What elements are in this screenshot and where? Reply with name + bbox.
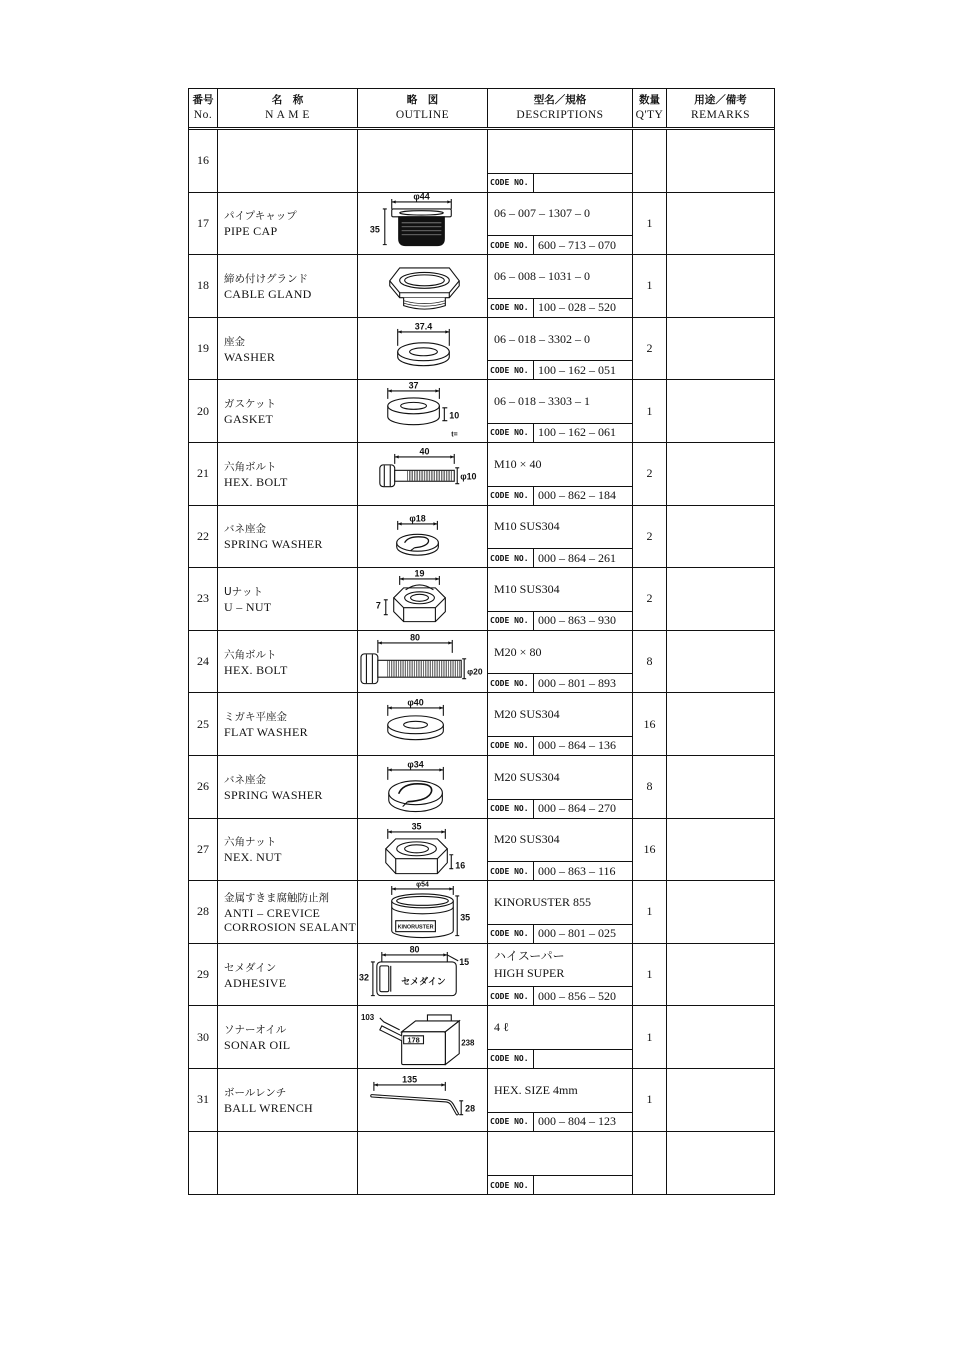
item-name-en: FLAT WASHER [224, 725, 308, 740]
table-row [189, 193, 774, 256]
dimension-label: 80 [409, 944, 420, 955]
item-name [218, 944, 358, 1006]
remarks-cell [667, 693, 774, 755]
item-name [218, 318, 358, 380]
remarks-cell [667, 1069, 774, 1131]
item-number: 25 [189, 693, 218, 755]
outline-cell [358, 193, 488, 255]
hex-bolt-m20-drawing [358, 631, 487, 693]
item-name-jp: バネ座金 [224, 523, 266, 536]
item-name-jp: 六角ナット [224, 836, 277, 849]
description-cell [488, 130, 633, 192]
table-row [189, 631, 774, 694]
item-name-en: HEX. BOLT [224, 662, 288, 677]
outline-cell [358, 756, 488, 818]
item-name-jp: パイプキャップ [224, 210, 297, 223]
code-row [488, 360, 632, 379]
description-cell [488, 944, 633, 1006]
table-row [189, 693, 774, 756]
header-quantity-en: Q'TY [635, 109, 664, 121]
item-number: 20 [189, 380, 218, 442]
dimension-label: 103 [360, 1013, 375, 1023]
quantity: 2 [633, 318, 667, 380]
remarks-cell [667, 881, 774, 943]
code-row [488, 298, 632, 317]
code-label: CODE NO. [488, 424, 534, 442]
description [488, 318, 632, 361]
code-row [488, 986, 632, 1005]
code-number: 100 – 162 – 061 [538, 425, 616, 440]
table-row [189, 881, 774, 944]
remarks-cell [667, 130, 774, 192]
code-row [488, 736, 632, 755]
description [488, 193, 632, 236]
dimension-label: 135 [402, 1074, 418, 1085]
code-row [488, 799, 632, 818]
code-number: 100 – 162 – 051 [538, 362, 616, 377]
remarks-cell [667, 255, 774, 317]
outline-cell [358, 631, 488, 693]
item-number [189, 1132, 218, 1195]
item-name [218, 1006, 358, 1068]
description-line: M10 × 40 [494, 456, 542, 471]
item-name-en: U – NUT [224, 599, 272, 614]
item-name [218, 443, 358, 505]
item-name [218, 631, 358, 693]
code-label: CODE NO. [488, 925, 534, 943]
description-cell [488, 1069, 633, 1131]
description [488, 1132, 632, 1176]
outline-cell [358, 568, 488, 630]
code-label: CODE NO. [488, 174, 534, 192]
item-number: 23 [189, 568, 218, 630]
item-name-en: SPRING WASHER [224, 537, 323, 552]
cable-gland-drawing [358, 255, 487, 317]
outline-cell [358, 130, 488, 192]
description-line: M20 × 80 [494, 644, 542, 659]
gasket-drawing [358, 380, 487, 442]
header-outline-en: OUTLINE [395, 109, 450, 121]
header-remarks-en: REMARKS [690, 109, 751, 121]
table-row [189, 130, 774, 193]
remarks-cell [667, 193, 774, 255]
description-line: 06 – 008 – 1031 – 0 [494, 268, 590, 283]
header-descriptions-en: DESCRIPTIONS [516, 109, 604, 121]
item-name-en: HEX. BOLT [224, 474, 288, 489]
description [488, 443, 632, 486]
item-name-jp: 六角ボルト [224, 648, 277, 661]
table-header [189, 89, 774, 130]
item-name [218, 1069, 358, 1131]
code-number: 000 – 801 – 025 [538, 926, 616, 941]
item-name [218, 568, 358, 630]
outline-cell [358, 255, 488, 317]
washer-drawing [358, 318, 487, 380]
description-cell [488, 881, 633, 943]
hex-bolt-m10-drawing [358, 443, 487, 505]
quantity: 1 [633, 881, 667, 943]
description-line: 06 – 018 – 3302 – 0 [494, 331, 590, 346]
code-row [488, 1049, 632, 1068]
description-cell [488, 693, 633, 755]
code-row [488, 1112, 632, 1131]
code-label: CODE NO. [488, 987, 534, 1005]
header-remarks [667, 89, 774, 127]
item-number: 24 [189, 631, 218, 693]
item-name-jp: ガスケット [224, 398, 276, 411]
table-body [189, 130, 774, 1194]
remarks-cell [667, 1132, 774, 1195]
code-row [488, 486, 632, 505]
dimension-label: 178 [407, 1035, 420, 1045]
dimension-label: 15 [459, 956, 470, 967]
item-number: 16 [189, 130, 218, 192]
remarks-cell [667, 756, 774, 818]
outline-cell [358, 819, 488, 881]
item-name-en: CORROSION SEALANT [224, 919, 357, 934]
quantity: 1 [633, 1069, 667, 1131]
quantity: 8 [633, 756, 667, 818]
table-row [189, 443, 774, 506]
item-name-jp: 締め付けグランド [224, 272, 308, 285]
description [488, 568, 632, 611]
description [488, 944, 632, 987]
remarks-cell [667, 1006, 774, 1068]
code-label: CODE NO. [488, 737, 534, 755]
hex-nut-drawing [358, 819, 487, 881]
spring-washer-m20-drawing [358, 756, 487, 818]
ball-wrench-drawing [358, 1069, 487, 1131]
dimension-label: セメダイン [401, 976, 446, 987]
description [488, 881, 632, 924]
item-name [218, 255, 358, 317]
quantity: 16 [633, 819, 667, 881]
code-number: 000 – 863 – 116 [538, 863, 616, 878]
code-row [488, 173, 632, 192]
adhesive-tube-drawing [358, 944, 487, 1006]
code-label: CODE NO. [488, 674, 534, 692]
description-line: M20 SUS304 [494, 832, 560, 847]
header-name [218, 89, 358, 127]
code-row [488, 924, 632, 943]
quantity: 2 [633, 443, 667, 505]
item-name-jp: セメダイン [224, 961, 277, 974]
item-number: 18 [189, 255, 218, 317]
item-name-en: GASKET [224, 412, 274, 427]
description-cell [488, 318, 633, 380]
item-name-jp: バネ座金 [224, 773, 266, 786]
quantity: 2 [633, 568, 667, 630]
table-row [189, 506, 774, 569]
dimension-label: 35 [460, 912, 471, 923]
item-name [218, 881, 358, 943]
item-number: 27 [189, 819, 218, 881]
item-name-en: ANTI – CREVICE [224, 905, 321, 920]
table-row [189, 568, 774, 631]
description-cell [488, 568, 633, 630]
header-descriptions [488, 89, 633, 127]
table-row [189, 255, 774, 318]
item-name-jp: ミガキ平座金 [224, 711, 287, 724]
description [488, 506, 632, 549]
item-number: 22 [189, 506, 218, 568]
code-number: 000 – 862 – 184 [538, 488, 616, 503]
description [488, 756, 632, 799]
item-name-jp: 座金 [224, 335, 245, 348]
dimension-label: 80 [410, 632, 421, 643]
pipe-cap-drawing [358, 193, 487, 255]
table-row [189, 318, 774, 381]
header-outline-jp: 略 図 [406, 94, 439, 106]
code-label: CODE NO. [488, 1113, 534, 1131]
code-label: CODE NO. [488, 299, 534, 317]
item-name-en: PIPE CAP [224, 224, 278, 239]
description [488, 819, 632, 862]
description-cell [488, 819, 633, 881]
header-name-en: N A M E [265, 109, 310, 121]
table-row [189, 756, 774, 819]
code-number: 000 – 864 – 270 [538, 801, 616, 816]
remarks-cell [667, 443, 774, 505]
code-label: CODE NO. [488, 487, 534, 505]
code-label: CODE NO. [488, 549, 534, 567]
remarks-cell [667, 631, 774, 693]
header-number [189, 89, 218, 127]
dimension-label: 7 [375, 600, 381, 611]
remarks-cell [667, 568, 774, 630]
dimension-label: 28 [465, 1103, 476, 1114]
description-line: 4 ℓ [494, 1020, 509, 1035]
description-line: M20 SUS304 [494, 707, 560, 722]
dimension-label: 35 [369, 224, 380, 235]
outline-cell [358, 318, 488, 380]
description [488, 631, 632, 674]
u-nut-drawing [358, 568, 487, 630]
flat-washer-drawing [358, 693, 487, 755]
item-name-jp: 金属すきま腐触防止剤 [224, 891, 329, 904]
dimension-label: φ20 [467, 666, 483, 677]
dimension-label: 32 [358, 972, 369, 983]
remarks-cell [667, 819, 774, 881]
item-name-jp: Uナット [224, 585, 263, 598]
outline-cell [358, 1069, 488, 1131]
dimension-label: 10 [449, 411, 460, 422]
description-line: HIGH SUPER [494, 966, 565, 981]
outline-cell [358, 944, 488, 1006]
code-label: CODE NO. [488, 361, 534, 379]
dimension-label: 238 [461, 1039, 475, 1049]
description [488, 130, 632, 173]
item-number: 17 [189, 193, 218, 255]
code-row [488, 861, 632, 880]
quantity: 16 [633, 693, 667, 755]
quantity: 1 [633, 1006, 667, 1068]
dimension-label: KINORUSTER [397, 924, 434, 931]
remarks-cell [667, 944, 774, 1006]
item-name [218, 193, 358, 255]
description-cell [488, 1006, 633, 1068]
description-cell [488, 631, 633, 693]
description [488, 1069, 632, 1112]
item-name-en: SONAR OIL [224, 1038, 291, 1053]
quantity [633, 1132, 667, 1195]
quantity: 2 [633, 506, 667, 568]
description [488, 1006, 632, 1049]
code-label: CODE NO. [488, 862, 534, 880]
table-row [189, 819, 774, 882]
outline-cell [358, 443, 488, 505]
dimension-label: φ40 [407, 697, 424, 708]
code-row [488, 1175, 632, 1194]
dimension-label: 40 [419, 446, 430, 457]
table-row [189, 1132, 774, 1195]
dimension-label: φ34 [407, 759, 424, 770]
header-remarks-jp: 用途／備考 [694, 94, 747, 106]
header-quantity [633, 89, 667, 127]
header-number-en: No. [193, 109, 213, 121]
item-name-en: NEX. NUT [224, 850, 282, 865]
remarks-cell [667, 506, 774, 568]
description [488, 380, 632, 423]
item-number: 31 [189, 1069, 218, 1131]
item-number: 29 [189, 944, 218, 1006]
dimension-label: 35 [411, 820, 422, 831]
item-name [218, 693, 358, 755]
item-number: 30 [189, 1006, 218, 1068]
table-row [189, 1006, 774, 1069]
code-label: CODE NO. [488, 800, 534, 818]
dimension-label: φ54 [416, 881, 429, 889]
code-number: 000 – 863 – 930 [538, 613, 616, 628]
description-line: M10 SUS304 [494, 581, 560, 596]
outline-cell [358, 693, 488, 755]
code-label: CODE NO. [488, 1176, 534, 1194]
quantity: 8 [633, 631, 667, 693]
table-row [189, 944, 774, 1007]
description-cell [488, 380, 633, 442]
header-number-jp: 番号 [192, 94, 214, 106]
item-name [218, 506, 358, 568]
header-descriptions-jp: 型名／規格 [533, 94, 587, 106]
description-line: 06 – 007 – 1307 – 0 [494, 206, 590, 221]
code-number: 000 – 856 – 520 [538, 988, 616, 1003]
description-cell [488, 193, 633, 255]
description-line: ハイスーパー [494, 949, 565, 964]
description-line: 06 – 018 – 3303 – 1 [494, 394, 590, 409]
item-name [218, 380, 358, 442]
description-cell [488, 1132, 633, 1195]
code-label: CODE NO. [488, 1050, 534, 1068]
parts-list-table [188, 88, 775, 1195]
item-name-jp: ソナーオイル [224, 1024, 287, 1037]
item-name [218, 130, 358, 192]
description-line: M20 SUS304 [494, 769, 560, 784]
outline-cell [358, 380, 488, 442]
item-name-en: BALL WRENCH [224, 1100, 313, 1115]
item-number: 19 [189, 318, 218, 380]
code-number: 000 – 804 – 123 [538, 1114, 616, 1128]
code-row [488, 673, 632, 692]
item-name-en: CABLE GLAND [224, 286, 312, 301]
description-cell [488, 443, 633, 505]
quantity: 1 [633, 944, 667, 1006]
item-number: 21 [189, 443, 218, 505]
quantity: 1 [633, 380, 667, 442]
description [488, 693, 632, 736]
code-label: CODE NO. [488, 612, 534, 630]
code-number: 100 – 028 – 520 [538, 300, 616, 315]
header-outline [358, 89, 488, 127]
item-name [218, 756, 358, 818]
code-row [488, 611, 632, 630]
table-row [189, 380, 774, 443]
header-quantity-jp: 数量 [639, 94, 660, 106]
code-row [488, 235, 632, 254]
outline-cell [358, 1132, 488, 1195]
description-cell [488, 756, 633, 818]
item-number: 26 [189, 756, 218, 818]
item-number: 28 [189, 881, 218, 943]
description [488, 255, 632, 298]
item-name [218, 819, 358, 881]
item-name-en: WASHER [224, 349, 276, 364]
item-name-jp: 六角ボルト [224, 460, 277, 473]
item-name-en: SPRING WASHER [224, 787, 323, 802]
spring-washer-m10-drawing [358, 506, 487, 568]
remarks-cell [667, 380, 774, 442]
dimension-label: 37.4 [414, 321, 433, 332]
description-line: HEX. SIZE 4mm [494, 1082, 578, 1097]
table-row [189, 1069, 774, 1132]
dimension-label: φ44 [413, 192, 430, 202]
remarks-cell [667, 318, 774, 380]
code-row [488, 423, 632, 442]
quantity: 1 [633, 255, 667, 317]
code-number: 000 – 801 – 893 [538, 675, 616, 690]
sealant-can-drawing [358, 881, 487, 943]
code-row [488, 548, 632, 567]
dimension-label: 16 [455, 860, 466, 871]
outline-cell [358, 881, 488, 943]
description-line: M10 SUS304 [494, 519, 560, 534]
dimension-label: t= [451, 431, 458, 439]
quantity [633, 130, 667, 192]
dimension-label: φ10 [460, 471, 477, 482]
dimension-label: 19 [414, 568, 425, 579]
quantity: 1 [633, 193, 667, 255]
code-number: 600 – 713 – 070 [538, 237, 616, 252]
dimension-label: φ18 [409, 512, 426, 523]
description-cell [488, 506, 633, 568]
item-name [218, 1132, 358, 1195]
header-name-jp: 名 称 [271, 94, 304, 106]
item-name-en: ADHESIVE [224, 975, 287, 990]
item-name-jp: ボールレンチ [224, 1086, 287, 1099]
code-label: CODE NO. [488, 236, 534, 254]
code-number: 000 – 864 – 136 [538, 738, 616, 753]
oil-can-drawing [358, 1006, 487, 1068]
code-number: 000 – 864 – 261 [538, 550, 616, 565]
outline-cell [358, 1006, 488, 1068]
outline-cell [358, 506, 488, 568]
dimension-label: 37 [408, 380, 419, 391]
description-cell [488, 255, 633, 317]
description-line: KINORUSTER 855 [494, 894, 592, 909]
